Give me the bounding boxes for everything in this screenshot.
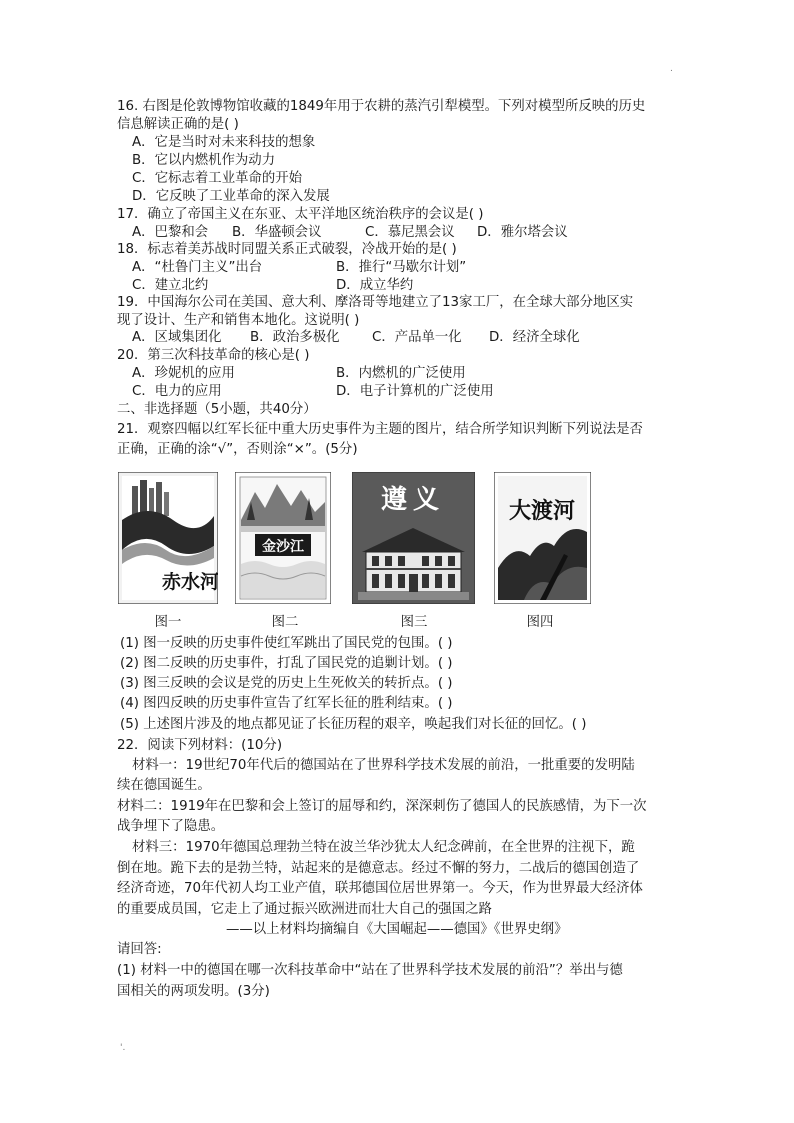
section-nonchoice-heading: 二、非选择题（5小题，共40分）: [117, 402, 317, 417]
figure-1-image: [118, 472, 218, 604]
q16-option-d: D．它反映了工业革命的深入发展: [132, 189, 330, 204]
figure-4-image: [494, 472, 591, 604]
q18-stem: 18．标志着美苏战时同盟关系正式破裂，冷战开始的是( ): [117, 242, 457, 257]
q22-source-note: ——以上材料均摘编自《大国崛起——德国》《世界史纲》: [226, 922, 568, 937]
q22-material2-line2: 战争埋下了隐患。: [117, 819, 225, 834]
q17-option-b: B．华盛顿会议: [232, 225, 322, 240]
figure-2-caption: 图二: [271, 615, 299, 630]
q22-stem: 22．阅读下列材料：(10分): [117, 738, 283, 753]
q18-option-b: B．推行“马歇尔计划”: [336, 260, 467, 275]
q17-option-d: D．雅尔塔会议: [477, 225, 568, 240]
q18-option-c: C．建立北约: [132, 278, 209, 293]
q22-sub1-line1: (1) 材料一中的德国在哪一次科技革命中“站在了世界科学技术发展的前沿”？举出与德: [117, 963, 623, 978]
q21-stem-line2: 正确，正确的涂“√”，否则涂“×”。(5分): [117, 442, 358, 457]
q20-option-d: D．电子计算机的广泛使用: [336, 384, 494, 399]
page-dot-bottom: '.: [120, 1043, 126, 1053]
figure-1-chishui-river: [118, 472, 218, 604]
figure-2-image: [235, 472, 331, 604]
q21-item-3: (3) 图三反映的会议是党的历史上生死攸关的转折点。( ): [120, 676, 453, 691]
q19-option-a: A．区域集团化: [132, 330, 222, 345]
q17-stem: 17．确立了帝国主义在东亚、太平洋地区统治秩序的会议是( ): [117, 207, 484, 222]
q19-option-b: B．政治多极化: [250, 330, 340, 345]
q18-option-a: A．“杜鲁门主义”出台: [132, 260, 263, 275]
q19-stem-line1: 19．中国海尔公司在美国、意大利、摩洛哥等地建立了13家工厂，在全球大部分地区实: [117, 295, 634, 310]
q20-stem: 20．第三次科技革命的核心是( ): [117, 348, 310, 363]
q22-sub1-line2: 国相关的两项发明。(3分): [117, 984, 270, 999]
q21-item-4: (4) 图四反映的历史事件宣告了红军长征的胜利结束。( ): [120, 696, 453, 711]
q18-option-d: D．成立华约: [336, 278, 414, 293]
q16-stem-line1: 16. 右图是伦敦博物馆收藏的1849年用于农耕的蒸汽引犁模型。下列对模型所反映的历史: [117, 99, 646, 114]
figure-3-zunyi: [352, 472, 475, 604]
q22-material3-line1: 材料三：1970年德国总理勃兰特在波兰华沙犹太人纪念碑前，在全世界的注视下，跪: [132, 840, 635, 855]
figure-1-caption: 图一: [154, 615, 182, 630]
page-dot-top: .: [670, 64, 673, 74]
q17-option-c: C．慕尼黑会议: [365, 225, 455, 240]
figure-1-title: 赤水河: [162, 571, 218, 593]
q16-option-c: C．它标志着工业革命的开始: [132, 171, 303, 186]
q21-item-2: (2) 图二反映的历史事件，打乱了国民党的追剿计划。( ): [120, 656, 453, 671]
q21-item-5: (5) 上述图片涉及的地点都见证了长征历程的艰辛，唤起我们对长征的回忆。( ): [120, 717, 587, 732]
q21-item-1: (1) 图一反映的历史事件使红军跳出了国民党的包围。( ): [120, 636, 453, 651]
figure-3-caption: 图三: [400, 615, 428, 630]
q20-option-c: C．电力的应用: [132, 384, 222, 399]
figure-2-jinsha-river: [235, 472, 331, 604]
q22-material1-line2: 续在德国诞生。: [117, 778, 211, 793]
q19-option-d: D．经济全球化: [489, 330, 580, 345]
q20-option-a: A．珍妮机的应用: [132, 366, 235, 381]
figure-4-caption: 图四: [526, 615, 554, 630]
q22-material1-line1: 材料一：19世纪70年代后的德国站在了世界科学技术发展的前沿，一批重要的发明陆: [132, 758, 635, 773]
figure-4-title: 大渡河: [508, 498, 576, 524]
q17-option-a: A．巴黎和会: [132, 225, 209, 240]
q22-material3-line4: 的重要成员国，它走上了通过振兴欧洲进而壮大自己的强国之路: [117, 902, 492, 917]
q22-material2-line1: 材料二：1919年在巴黎和会上签订的屈辱和约，深深刺伤了德国人的民族感情，为下一次: [117, 799, 647, 814]
figure-2-title: 金沙江: [262, 539, 304, 555]
q16-stem-line2: 信息解读正确的是( ): [117, 117, 239, 132]
q22-answer-prompt: 请回答:: [117, 942, 162, 957]
q21-stem-line1: 21．观察四幅以红军长征中重大历史事件为主题的图片，结合所学知识判断下列说法是否: [117, 422, 643, 437]
q16-option-a: A．它是当时对未来科技的想象: [132, 135, 316, 150]
figure-3-title: 遵义: [380, 485, 446, 515]
q19-option-c: C．产品单一化: [372, 330, 462, 345]
q20-option-b: B．内燃机的广泛使用: [336, 366, 466, 381]
figure-4-dadu-river: [494, 472, 591, 604]
q22-material3-line2: 倒在地。跪下去的是勃兰特，站起来的是德意志。经过不懈的努力，二战后的德国创造了: [117, 861, 640, 876]
q19-stem-line2: 现了设计、生产和销售本地化。这说明( ): [117, 313, 360, 328]
q22-material3-line3: 经济奇迹，70年代初人均工业产值，联邦德国位居世界第一。今天，作为世界最大经济体: [117, 881, 643, 896]
figure-3-image: [352, 472, 475, 604]
q16-option-b: B．它以内燃机作为动力: [132, 153, 276, 168]
